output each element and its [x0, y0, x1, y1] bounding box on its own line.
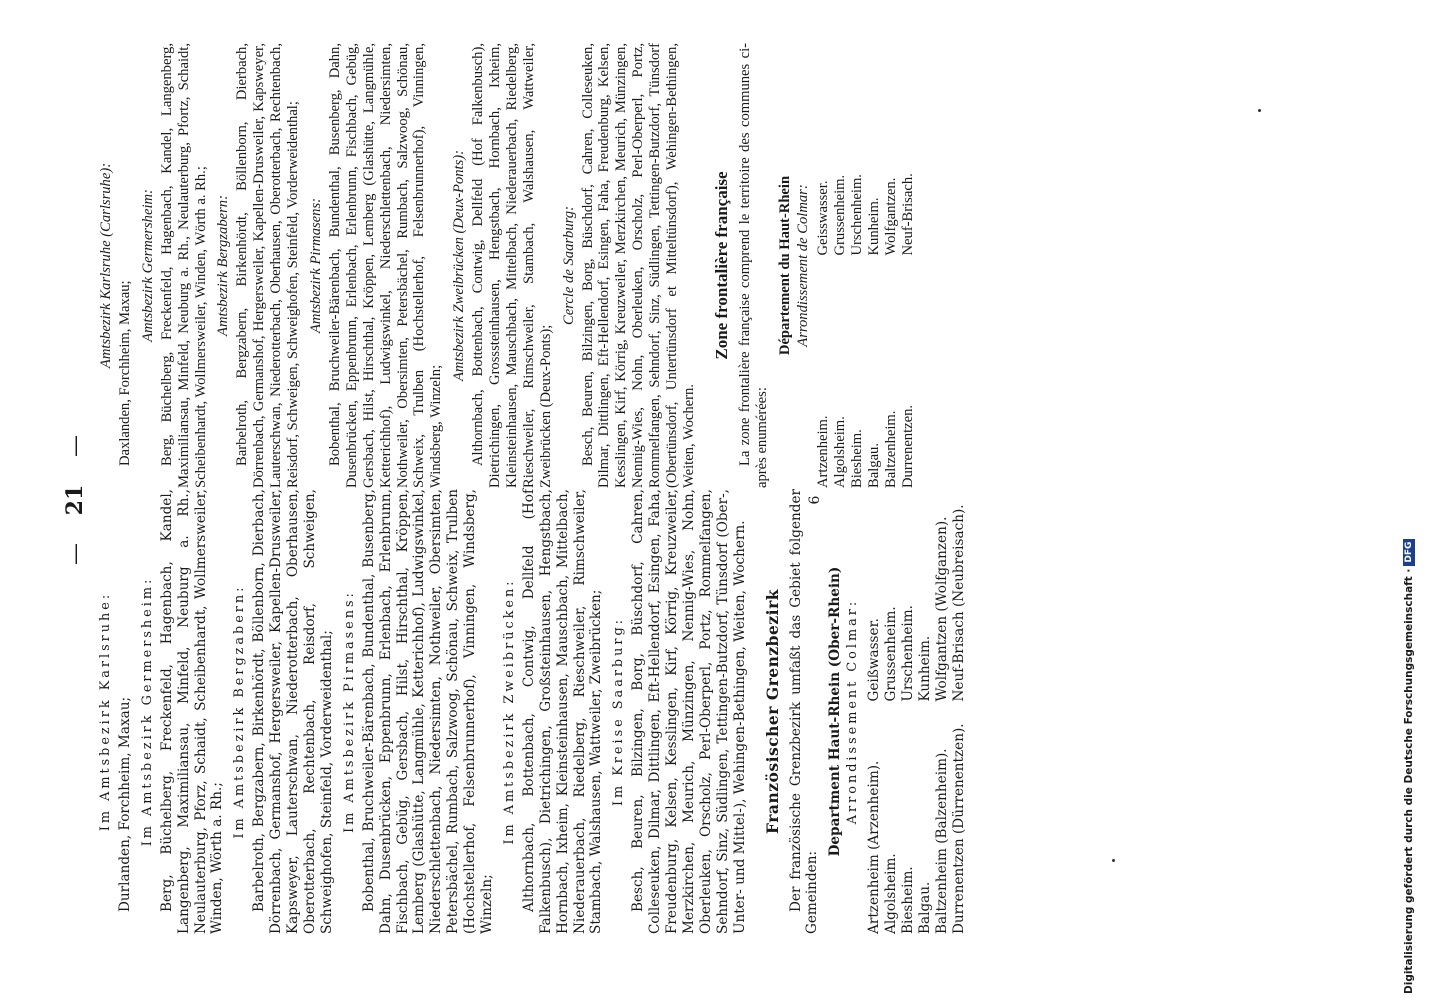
commune-item: Durrenentzen. [899, 404, 916, 488]
section-text: Besch, Beuren, Bilzingen, Borg, Büschdorf, Cahren, Colleseuken, Dilmar, Dittlingen, Eft-Hellendorf, Esingen, Faha, Freudenburg, Kelsen, Kesslingen, Kirf, Körrig, Kreuzweiler, Merzkirchen, Meurich, Münzingen, Nennig-Wies, Nohn, Oberleuken, Orscholz, Perl-Oberperl, Portz, Rommelfangen, Sehndorf, Sinz, Südlingen, Tettingen-Butzdorf, Tünsdorf (Obertünsdorf, Untertünsdorf et Mitteltünsdorf), Wehingen-Bethingen, Weiten, Wochern. [579, 43, 697, 488]
commune-item: Grussenheim. [832, 174, 849, 256]
section-text: Barbelroth, Bergzabern, Birkenhördt, Böllenborn, Dierbach, Dörrenbach, Germanshof, Hergersweiler, Kapellen-Drusweiler, Kapsweyer, Lauterschwan, Niederotterbach, Oberhausen, Oberotterbach, Rechtenbach, Reisdorf, Schweigen, Schweighofen, Steinfeld, Vorderweidenthal; [251, 489, 335, 934]
german-section [232, 489, 335, 934]
commune-item: Baltzenheim. [883, 410, 900, 488]
section-heading: Amtsbezirk Germersheim: [139, 189, 156, 342]
page-number [62, 0, 88, 1000]
french-section [140, 43, 210, 488]
section-heading: Im Kreise Saarburg: [611, 617, 627, 807]
commune-item: Artzenheim. [815, 415, 832, 488]
section-text: Daxlanden, Forchheim, Maxau; [116, 280, 133, 466]
dfg-logo: DFG [1403, 539, 1415, 566]
department-heading: Department Haut-Rhein (Ober-Rhein) [827, 566, 844, 857]
signature-mark: 6 [807, 495, 823, 505]
section-text: Berg, Büchelberg, Freckenfeld, Hagenbach, Kandel, Langenberg, Maximiliansau, Minfeld, Neuburg a. Rh., Neulauterburg, Pfortz, Schaidt, Scheibenhardt, Wollmersweiler, Winden, Wörth a. Rh.; [158, 43, 209, 488]
digitization-footer [1403, 0, 1415, 1000]
commune-item: Neuf-Brisach (Neubreisach). [950, 504, 967, 702]
commune-list [815, 43, 916, 488]
section-heading: Im Amtsbezirk Karlsruhe: [98, 591, 113, 832]
commune-item: Urschenheim. [849, 174, 866, 256]
section-text: Bobenthal, Bruchweiler-Bärenbach, Bundenthal, Busenberg, Dahn, Dusenbrücken, Eppenbrunn, Erlenbach, Erlenbrunn, Fischbach, Gebüg, Gersbach, Hilst, Hirschthal, Kröppen, Lemberg (Glashütte, Langmühle, Ketterichhof), Ludwigswinkel, Niederschlettenbach, Niedersimten, Nothweiler, Obersimten, Petersbächel, Rumbach, Salzwoog, Schönau, Schweix, Trulben (Hochstellerhof, Felsenbrunnerhof), Vinningen, Windsberg, Winzeln; [326, 43, 445, 488]
commune-list [866, 489, 967, 934]
commune-item: Urschenheim. [899, 605, 916, 702]
section-text: Althornbach, Bottenbach, Contwig, Dellfeld (Hof Falkenbusch), Dietrichingen, Grosssteinhausen, Hengstbach, Hornbach, Ixheim, Kleinsteinhausen, Mauschbach, Mittelbach, Niederauerbach, Riedelberg, Rieschweiler, Rimschweiler, Stambach, Walshausen, Wattweiler, Zweibrücken (Deux-Ponts); [470, 43, 554, 488]
section-text: Althornbach, Bottenbach, Contwig, Dellfeld (Hof Falkenbusch), Dietrichingen, Großsteinhausen, Hengstbach, Hornbach, Ixheim, Kleinsteinhausen, Mauschbach, Mittelbach, Niederauerbach, Riedelberg, Rieschweiler, Rimschweiler, Stambach, Walshausen, Wattweiler, Zweibrücken; [520, 489, 605, 934]
section-text: Berg, Büchelberg, Freckenfeld, Hagenbach, Kandel, Langenberg, Maximiliansau, Minfeld, Neuburg a. Rh., Neulauterburg, Pforz, Schaidt, Scheibenhardt, Wollmersweiler, Winden, Wörth a. Rh.; [158, 489, 226, 934]
commune-item: Kunheim. [916, 635, 933, 702]
french-column [92, 43, 917, 488]
section-text: Bobenthal, Bruchweiler-Bärenbach, Bundenthal, Busenberg, Dahn, Dusenbrücken, Eppenbrunn, Erlenbach, Erlenbrunn, Fischbach, Gebüg, Gersbach, Hilst, Hirschthal, Kröppen, Lemberg (Glashütte, Langmühle, Ketterichhof), Ludwigswinkel, Niederschlettenbach, Niedersimten, Nothweiler, Obersimten, Petersbächel, Rumbach, Salzwoog, Schönau, Schweix, Trulben (Hochstellerhof, Felsenbrunnerhof), Vinningen, Windsberg, Winzeln; [360, 489, 496, 934]
commune-item: Biesheim. [899, 866, 916, 934]
section-heading: Amtsbezirk Bergzabern: [215, 195, 232, 336]
commune-item: Artzenheim (Arzenheim). [866, 760, 883, 934]
commune-item: Durrenentzen (Dürrenentzen). [950, 723, 967, 934]
commune-item: Baltzenheim (Balzenheim). [933, 748, 950, 934]
page-number-value: 21 [62, 484, 88, 516]
zone-text: Der französische Grenzbezirk umfaßt das Gebiet folgender Gemeinden: [787, 489, 821, 934]
commune-item: Neuf-Brisach. [899, 173, 916, 256]
french-section [98, 43, 134, 488]
section-text: Besch, Beuren, Bilzingen, Borg, Büschdorf, Cahren, Colleseuken, Dilmar, Dittlingen, Eft-Hellendorf, Esingen, Faha, Freudenburg, Kelsen, Kesslingen, Kirf, Körrig, Kreuzweiler, Merzkirchen, Meurich, Münzingen, Nennig-Wies, Nohn, Oberleuken, Orscholz, Perl-Oberperl, Portz, Rommelfangen, Sehndorf, Sinz, Südlingen, Tettingen-Butzdorf, Tünsdorf (Ober-, Unter- und Mittel-), Wehingen-Bethingen, Weiten, Wochern. [630, 489, 748, 934]
section-heading: Amtsbezirk Pirmasens: [307, 198, 324, 333]
section-heading: Amtsbezirk Karlsruhe (Carlsruhe): [98, 162, 114, 369]
zone-title: Zone frontalière française [711, 171, 731, 360]
section-heading: Im Amtsbezirk Zweibrücken: [501, 578, 517, 845]
commune-item: Algolsheim. [832, 416, 849, 488]
german-section [140, 489, 227, 934]
german-section [342, 489, 496, 934]
section-text: Durlanden, Forchheim, Maxau; [116, 696, 133, 912]
german-section [98, 489, 134, 934]
section-heading: Im Amtsbezirk Bergzabern: [232, 584, 248, 839]
speck-mark [1112, 859, 1115, 862]
commune-item: Balgau. [866, 443, 883, 488]
section-heading: Im Amtsbezirk Germersheim: [139, 576, 155, 847]
french-section [308, 43, 445, 488]
commune-item: Grussenheim. [883, 606, 900, 702]
commune-item: Balgau. [916, 881, 933, 934]
arrondissement-heading: Arrondissement de Colmar: [794, 184, 811, 347]
french-section [215, 43, 302, 488]
section-heading: Amtsbezirk Zweibrücken (Deux-Ponts): [451, 150, 468, 382]
commune-item: Algolsheim. [883, 853, 900, 934]
commune-item: Biesheim. [849, 429, 866, 488]
commune-item: Wolfgantzen. [883, 177, 900, 256]
section-heading: Im Amtsbezirk Pirmasens: [341, 590, 357, 833]
department-heading: Département du Haut-Rhein [776, 175, 793, 356]
commune-item: Geißwasser. [866, 618, 883, 702]
page-number-dash-right: — [63, 435, 88, 458]
commune-item: Geisswasser. [815, 180, 832, 256]
german-section [611, 489, 748, 934]
arrondissement-heading: Arrondissement Colmar: [845, 598, 861, 825]
zone-title: Französischer Grenzbezirk [762, 589, 782, 834]
commune-item: Wolfgantzen (Wolfganzen). [933, 516, 950, 702]
footer-text: Digitalisierung gefördert durch die Deutsche Forschungsgemeinschaft · [1403, 568, 1415, 994]
french-section [561, 43, 698, 488]
speck-mark [1258, 109, 1261, 112]
french-section [451, 43, 554, 488]
zone-text: La zone frontalière française comprend le territoire des communes ci-après enumérées: [736, 43, 770, 488]
section-text: Barbelroth, Bergzabern, Birkenhördt, Böllenborn, Dierbach, Dörrenbach, Germanshof, Hergersweiler, Kapellen-Drusweiler, Kapsweyer, Lauterschwan, Niederotterbach, Oberhausen, Oberotterbach, Rechtenbach, Reisdorf, Schweigen, Schweighofen, Steinfeld, Vorderweidenthal; [234, 43, 302, 488]
page-number-dash-left: — [63, 542, 88, 565]
german-column [92, 489, 968, 934]
german-section [502, 489, 605, 934]
commune-item: Kunheim. [866, 197, 883, 256]
section-heading: Cercle de Saarburg: [560, 206, 577, 325]
